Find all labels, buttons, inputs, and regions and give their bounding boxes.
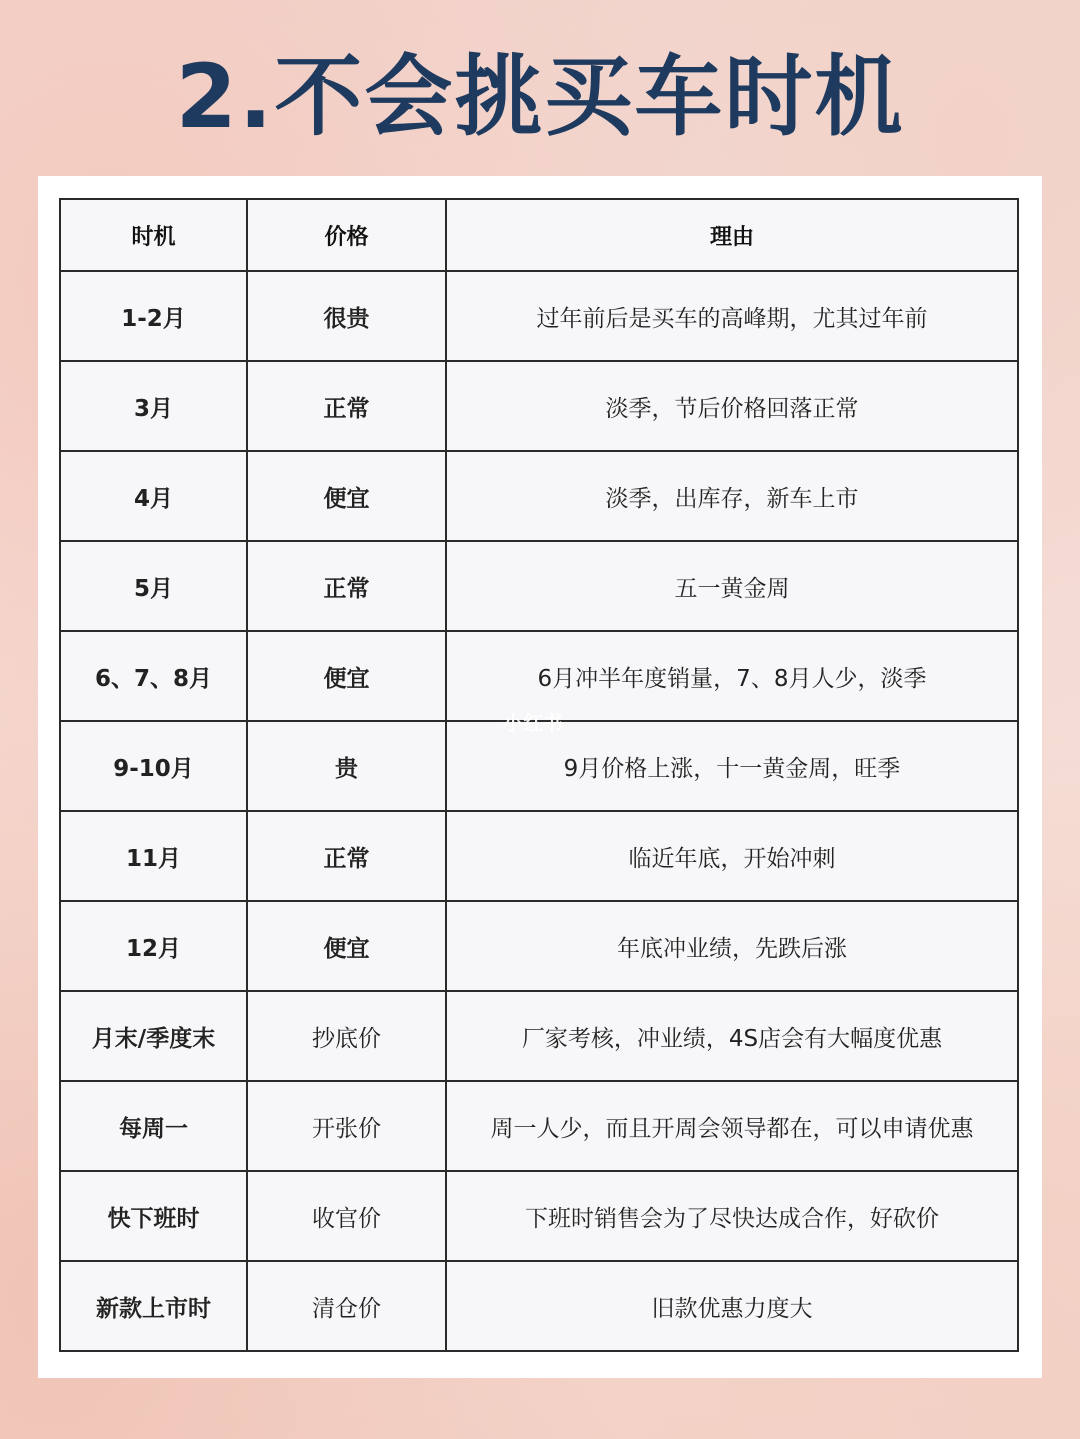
cell-reason: 旧款优惠力度大 — [446, 1261, 1018, 1351]
cell-reason: 厂家考核，冲业绩，4S店会有大幅度优惠 — [446, 991, 1018, 1081]
cell-time: 快下班时 — [60, 1171, 247, 1261]
cell-reason: 9月价格上涨，十一黄金周，旺季 — [446, 721, 1018, 811]
cell-time: 每周一 — [60, 1081, 247, 1171]
cell-time: 4月 — [60, 451, 247, 541]
cell-price: 便宜 — [247, 631, 446, 721]
cell-reason: 过年前后是买车的高峰期，尤其过年前 — [446, 271, 1018, 361]
table-row — [60, 1081, 1018, 1171]
cell-reason: 周一人少，而且开周会领导都在，可以申请优惠 — [446, 1081, 1018, 1171]
header-price: 价格 — [247, 199, 446, 271]
table-row — [60, 361, 1018, 451]
cell-reason: 下班时销售会为了尽快达成合作，好砍价 — [446, 1171, 1018, 1261]
cell-price: 清仓价 — [247, 1261, 446, 1351]
table-row — [60, 631, 1018, 721]
page-title: 2.不会挑买车时机 — [175, 45, 905, 148]
table-row — [60, 1171, 1018, 1261]
table-row — [60, 271, 1018, 361]
table-row — [60, 721, 1018, 811]
header-time: 时机 — [60, 199, 247, 271]
cell-time: 1-2月 — [60, 271, 247, 361]
content-card — [38, 176, 1042, 1378]
table-row — [60, 901, 1018, 991]
cell-time: 5月 — [60, 541, 247, 631]
cell-reason: 淡季，节后价格回落正常 — [446, 361, 1018, 451]
cell-price: 正常 — [247, 361, 446, 451]
cell-time: 6、7、8月 — [60, 631, 247, 721]
cell-time: 9-10月 — [60, 721, 247, 811]
cell-price: 贵 — [247, 721, 446, 811]
cell-price: 开张价 — [247, 1081, 446, 1171]
cell-reason: 淡季，出库存，新车上市 — [446, 451, 1018, 541]
table-row — [60, 811, 1018, 901]
cell-price: 正常 — [247, 541, 446, 631]
cell-price: 便宜 — [247, 451, 446, 541]
table-row — [60, 1261, 1018, 1351]
watermark: 小红书 — [503, 711, 563, 735]
cell-time: 12月 — [60, 901, 247, 991]
cell-price: 便宜 — [247, 901, 446, 991]
buying-timing-table — [59, 198, 1019, 1352]
cell-reason: 临近年底，开始冲刺 — [446, 811, 1018, 901]
cell-reason: 年底冲业绩，先跌后涨 — [446, 901, 1018, 991]
table-body — [60, 271, 1018, 1351]
cell-reason: 五一黄金周 — [446, 541, 1018, 631]
cell-price: 正常 — [247, 811, 446, 901]
table-header-row — [60, 199, 1018, 271]
table-row — [60, 451, 1018, 541]
cell-price: 收官价 — [247, 1171, 446, 1261]
cell-price: 抄底价 — [247, 991, 446, 1081]
cell-reason: 6月冲半年度销量，7、8月人少，淡季 — [446, 631, 1018, 721]
table-row — [60, 541, 1018, 631]
cell-time: 3月 — [60, 361, 247, 451]
header-reason: 理由 — [446, 199, 1018, 271]
cell-time: 月末/季度末 — [60, 991, 247, 1081]
table-row — [60, 991, 1018, 1081]
cell-time: 新款上市时 — [60, 1261, 247, 1351]
cell-time: 11月 — [60, 811, 247, 901]
cell-price: 很贵 — [247, 271, 446, 361]
